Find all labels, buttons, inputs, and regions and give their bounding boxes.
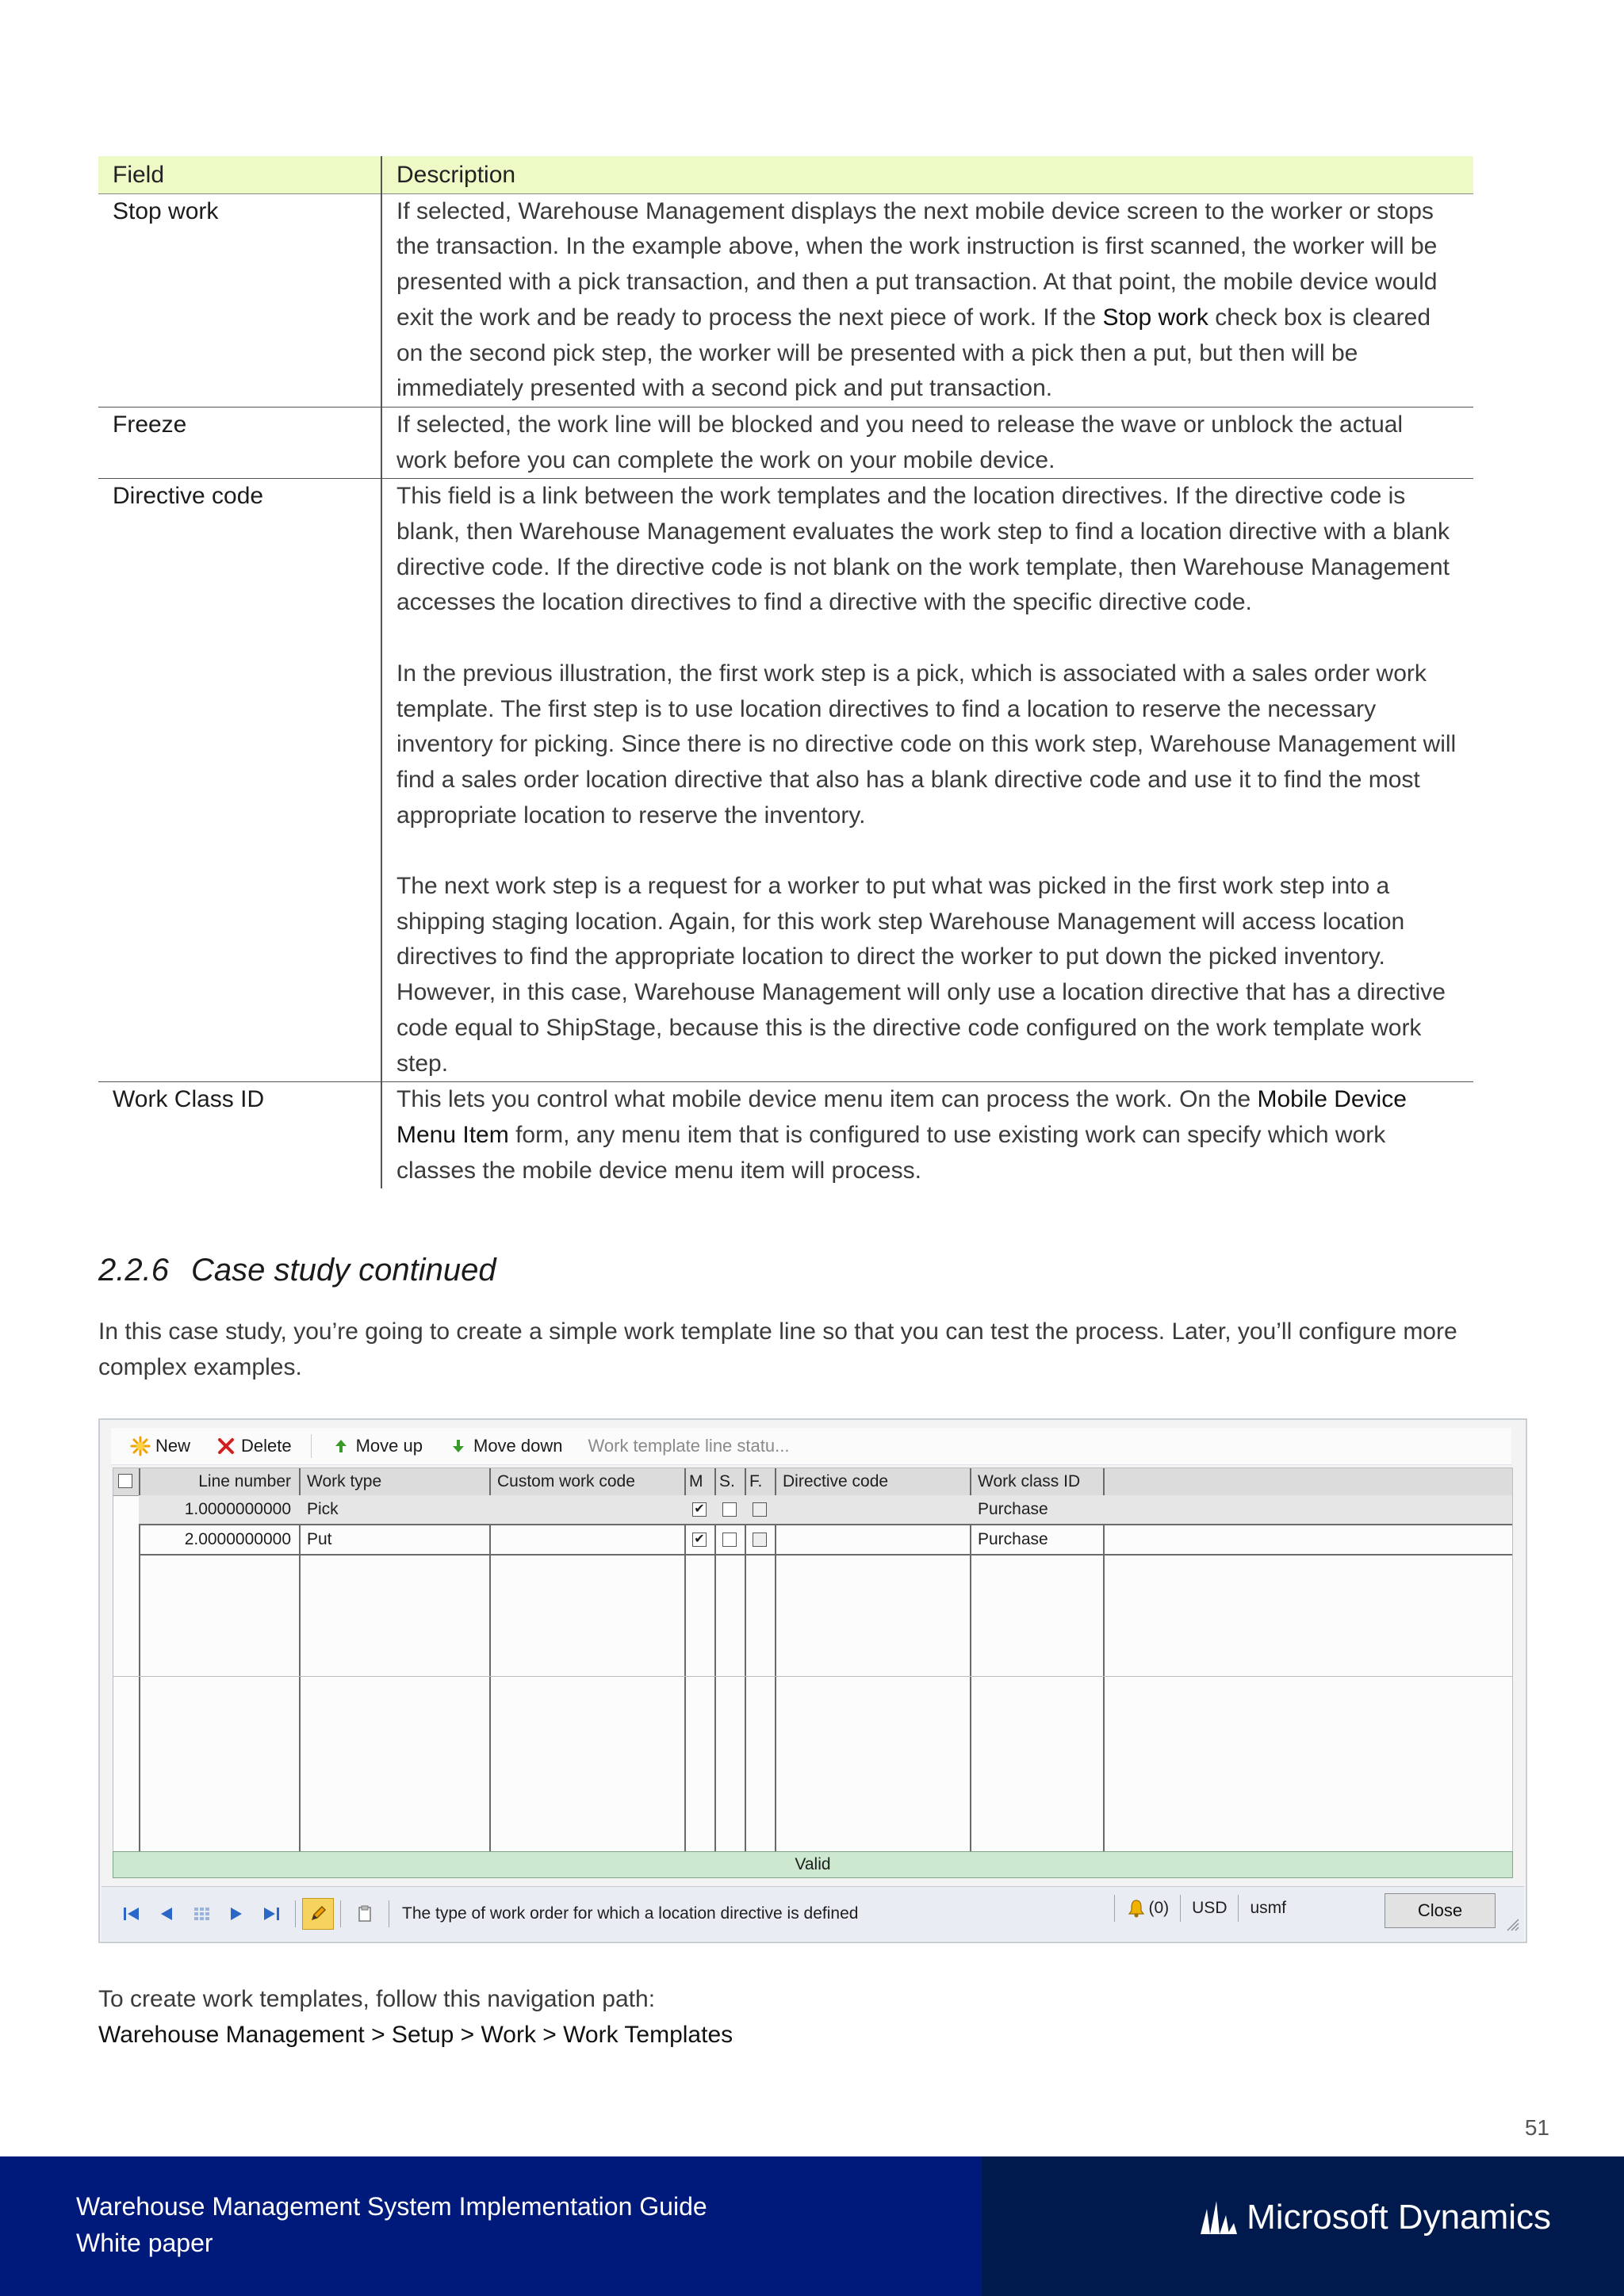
currency-indicator[interactable]: USD	[1192, 1899, 1228, 1917]
section-heading	[98, 1253, 496, 1288]
table-row[interactable]	[139, 1495, 1512, 1525]
delete-button[interactable]	[205, 1430, 303, 1462]
microsoft-dynamics-logo	[1199, 2198, 1551, 2237]
status-label: Work template line statu...	[588, 1436, 790, 1456]
directive-code-cell[interactable]	[775, 1525, 970, 1554]
col-f[interactable]: F.	[749, 1472, 763, 1490]
table-row[interactable]	[139, 1525, 1512, 1556]
delete-x-icon	[216, 1436, 236, 1456]
table-row	[98, 193, 1473, 407]
footer-left-panel	[0, 2156, 982, 2296]
document-title: Warehouse Management System Implementation Guide	[76, 2192, 707, 2221]
close-button[interactable]: Close	[1385, 1893, 1496, 1928]
directive-code-cell[interactable]	[775, 1495, 970, 1524]
new-star-icon	[130, 1436, 151, 1456]
field-description	[381, 479, 1473, 1082]
first-record-icon[interactable]	[114, 1896, 149, 1931]
toolbar-separator	[311, 1434, 312, 1458]
custom-work-code-cell[interactable]	[489, 1525, 684, 1554]
logo-text: Microsoft Dynamics	[1247, 2198, 1551, 2237]
col-work-type[interactable]: Work type	[307, 1472, 382, 1490]
mandatory-checkbox[interactable]: ✔	[692, 1502, 707, 1517]
grid-view-icon[interactable]	[184, 1896, 219, 1931]
company-indicator[interactable]: usmf	[1250, 1899, 1286, 1917]
work-class-id-cell[interactable]: Purchase	[978, 1530, 1048, 1548]
col-custom-work-code[interactable]: Custom work code	[497, 1472, 635, 1490]
description-paragraph: This field is a link between the work templates and the location directives. If the directive code is blank, then Warehouse Management evaluates the work step to find a location directive with a blank directive code. If the directive code is not blank on the work template, then Warehouse Management accesses the location directives to find a directive with the specific directive code.	[396, 483, 1450, 616]
grid-header	[113, 1468, 1512, 1496]
work-class-id-cell[interactable]: Purchase	[978, 1500, 1048, 1518]
move-up-label: Move up	[355, 1436, 423, 1456]
next-record-icon[interactable]	[219, 1896, 254, 1931]
work-template-line-status-button[interactable]	[577, 1430, 801, 1462]
stop-work-checkbox[interactable]	[722, 1533, 737, 1547]
work-template-form	[98, 1418, 1527, 1943]
field-name: Directive code	[98, 479, 381, 1082]
field-name: Work Class ID	[98, 1082, 381, 1189]
description-paragraph: This lets you control what mobile device menu item can process the work. On the Mobile Device Menu Item form, any menu item that is configured to use existing work can specify which work classes the mobile device menu item will process.	[396, 1086, 1407, 1184]
freeze-checkbox[interactable]	[753, 1533, 767, 1547]
col-directive-code[interactable]: Directive code	[783, 1472, 889, 1490]
page-number: 51	[1524, 2115, 1549, 2140]
field-name: Freeze	[98, 407, 381, 478]
arrow-up-icon	[331, 1436, 351, 1456]
freeze-checkbox[interactable]	[753, 1502, 767, 1517]
validation-status: Valid	[113, 1851, 1513, 1878]
table-row	[98, 407, 1473, 478]
document-type: White paper	[76, 2229, 213, 2257]
footer-title-block	[76, 2188, 707, 2261]
dynamics-logo-icon	[1199, 2199, 1239, 2236]
header-field: Field	[98, 156, 381, 193]
previous-record-icon[interactable]	[149, 1896, 184, 1931]
section-intro: In this case study, you’re going to create a simple work template line so that you can test the process. Later, you’ll configure more complex examples.	[98, 1318, 1457, 1380]
line-number-cell[interactable]: 2.0000000000	[184, 1530, 291, 1548]
alerts-indicator[interactable]: (0)	[1126, 1898, 1169, 1919]
nav-intro: To create work templates, follow this navigation path:	[98, 1986, 656, 2012]
table-row	[98, 479, 1473, 1082]
section-title: Case study continued	[190, 1253, 496, 1288]
field-name: Stop work	[98, 193, 381, 407]
description-paragraph: The next work step is a request for a worker to put what was picked in the first work step into a shipping staging location. Again, for this work step Warehouse Management will access location directives to find the appropriate location to direct the worker to put down the picked inventory. However, in this case, Warehouse Management will only use a location directive that has a directive code equal to ShipStage, because this is the directive code configured on the work template work step.	[396, 873, 1446, 1077]
new-button[interactable]	[119, 1430, 201, 1462]
bold-term: Stop work	[1102, 304, 1208, 331]
field-description	[381, 407, 1473, 478]
stop-work-checkbox[interactable]	[722, 1502, 737, 1517]
attachments-icon[interactable]	[347, 1896, 382, 1931]
work-type-cell[interactable]: Pick	[307, 1500, 339, 1518]
arrow-down-icon	[448, 1436, 469, 1456]
move-down-button[interactable]	[437, 1430, 574, 1462]
col-work-class-id[interactable]: Work class ID	[978, 1472, 1081, 1490]
description-paragraph: If selected, Warehouse Management displays the next mobile device screen to the worker or stops the transaction. In the example above, when the work instruction is first scanned, the worker will be presented with a pick transaction, and then a put transaction. At that point, the mobile device would exit the work and be ready to process the next piece of work. If the Stop work check box is cleared on the second pick step, the worker will be presented with a pick then a put, but then will be immediately presented with a second pick and put transaction.	[396, 197, 1438, 402]
mandatory-checkbox[interactable]: ✔	[692, 1533, 707, 1547]
select-all-checkbox[interactable]	[118, 1474, 132, 1488]
bell-icon	[1126, 1898, 1147, 1919]
work-template-lines-grid	[113, 1468, 1513, 1677]
footer-right-panel	[982, 2156, 1624, 2296]
custom-work-code-cell[interactable]	[489, 1495, 684, 1524]
field-description	[381, 193, 1473, 407]
bold-term: Mobile Device Menu Item	[396, 1086, 1407, 1148]
col-m[interactable]: M	[689, 1472, 703, 1490]
footer	[0, 2156, 1624, 2296]
work-type-cell[interactable]: Put	[307, 1530, 332, 1548]
header-description: Description	[381, 156, 1473, 193]
resize-grip-icon[interactable]	[1505, 1917, 1519, 1936]
delete-label: Delete	[241, 1436, 292, 1456]
record-navigation-bar	[102, 1886, 1524, 1941]
section-number: 2.2.6	[98, 1253, 169, 1288]
description-paragraph: If selected, the work line will be blocked and you need to release the wave or unblock the actual work before you can complete the work on your mobile device.	[396, 411, 1404, 473]
status-indicators	[1111, 1895, 1286, 1922]
edit-pencil-icon[interactable]	[302, 1898, 334, 1930]
nav-path: Warehouse Management > Setup > Work > Work Templates	[98, 2022, 733, 2048]
new-label: New	[155, 1436, 191, 1456]
move-down-label: Move down	[473, 1436, 563, 1456]
grid-empty-area	[113, 1677, 1513, 1851]
move-up-button[interactable]	[320, 1430, 434, 1462]
col-line-number[interactable]: Line number	[198, 1472, 291, 1490]
description-paragraph: In the previous illustration, the first work step is a pick, which is associated with a sales order work template. The first step is to use location directives to find a location to reserve the necessary inventory for picking. Since there is no directive code on this work step, Warehouse Management will find a sales order location directive that also has a blank directive code and use it to find the most appropriate location to reserve the inventory.	[396, 660, 1457, 828]
field-description-table	[98, 156, 1473, 1188]
line-number-cell[interactable]: 1.0000000000	[184, 1500, 291, 1518]
col-s[interactable]: S.	[719, 1472, 735, 1490]
field-description	[381, 1082, 1473, 1189]
table-row	[98, 1082, 1473, 1189]
action-toolbar	[111, 1428, 1511, 1465]
help-text: The type of work order for which a location directive is defined	[402, 1904, 859, 1923]
last-record-icon[interactable]	[254, 1896, 289, 1931]
